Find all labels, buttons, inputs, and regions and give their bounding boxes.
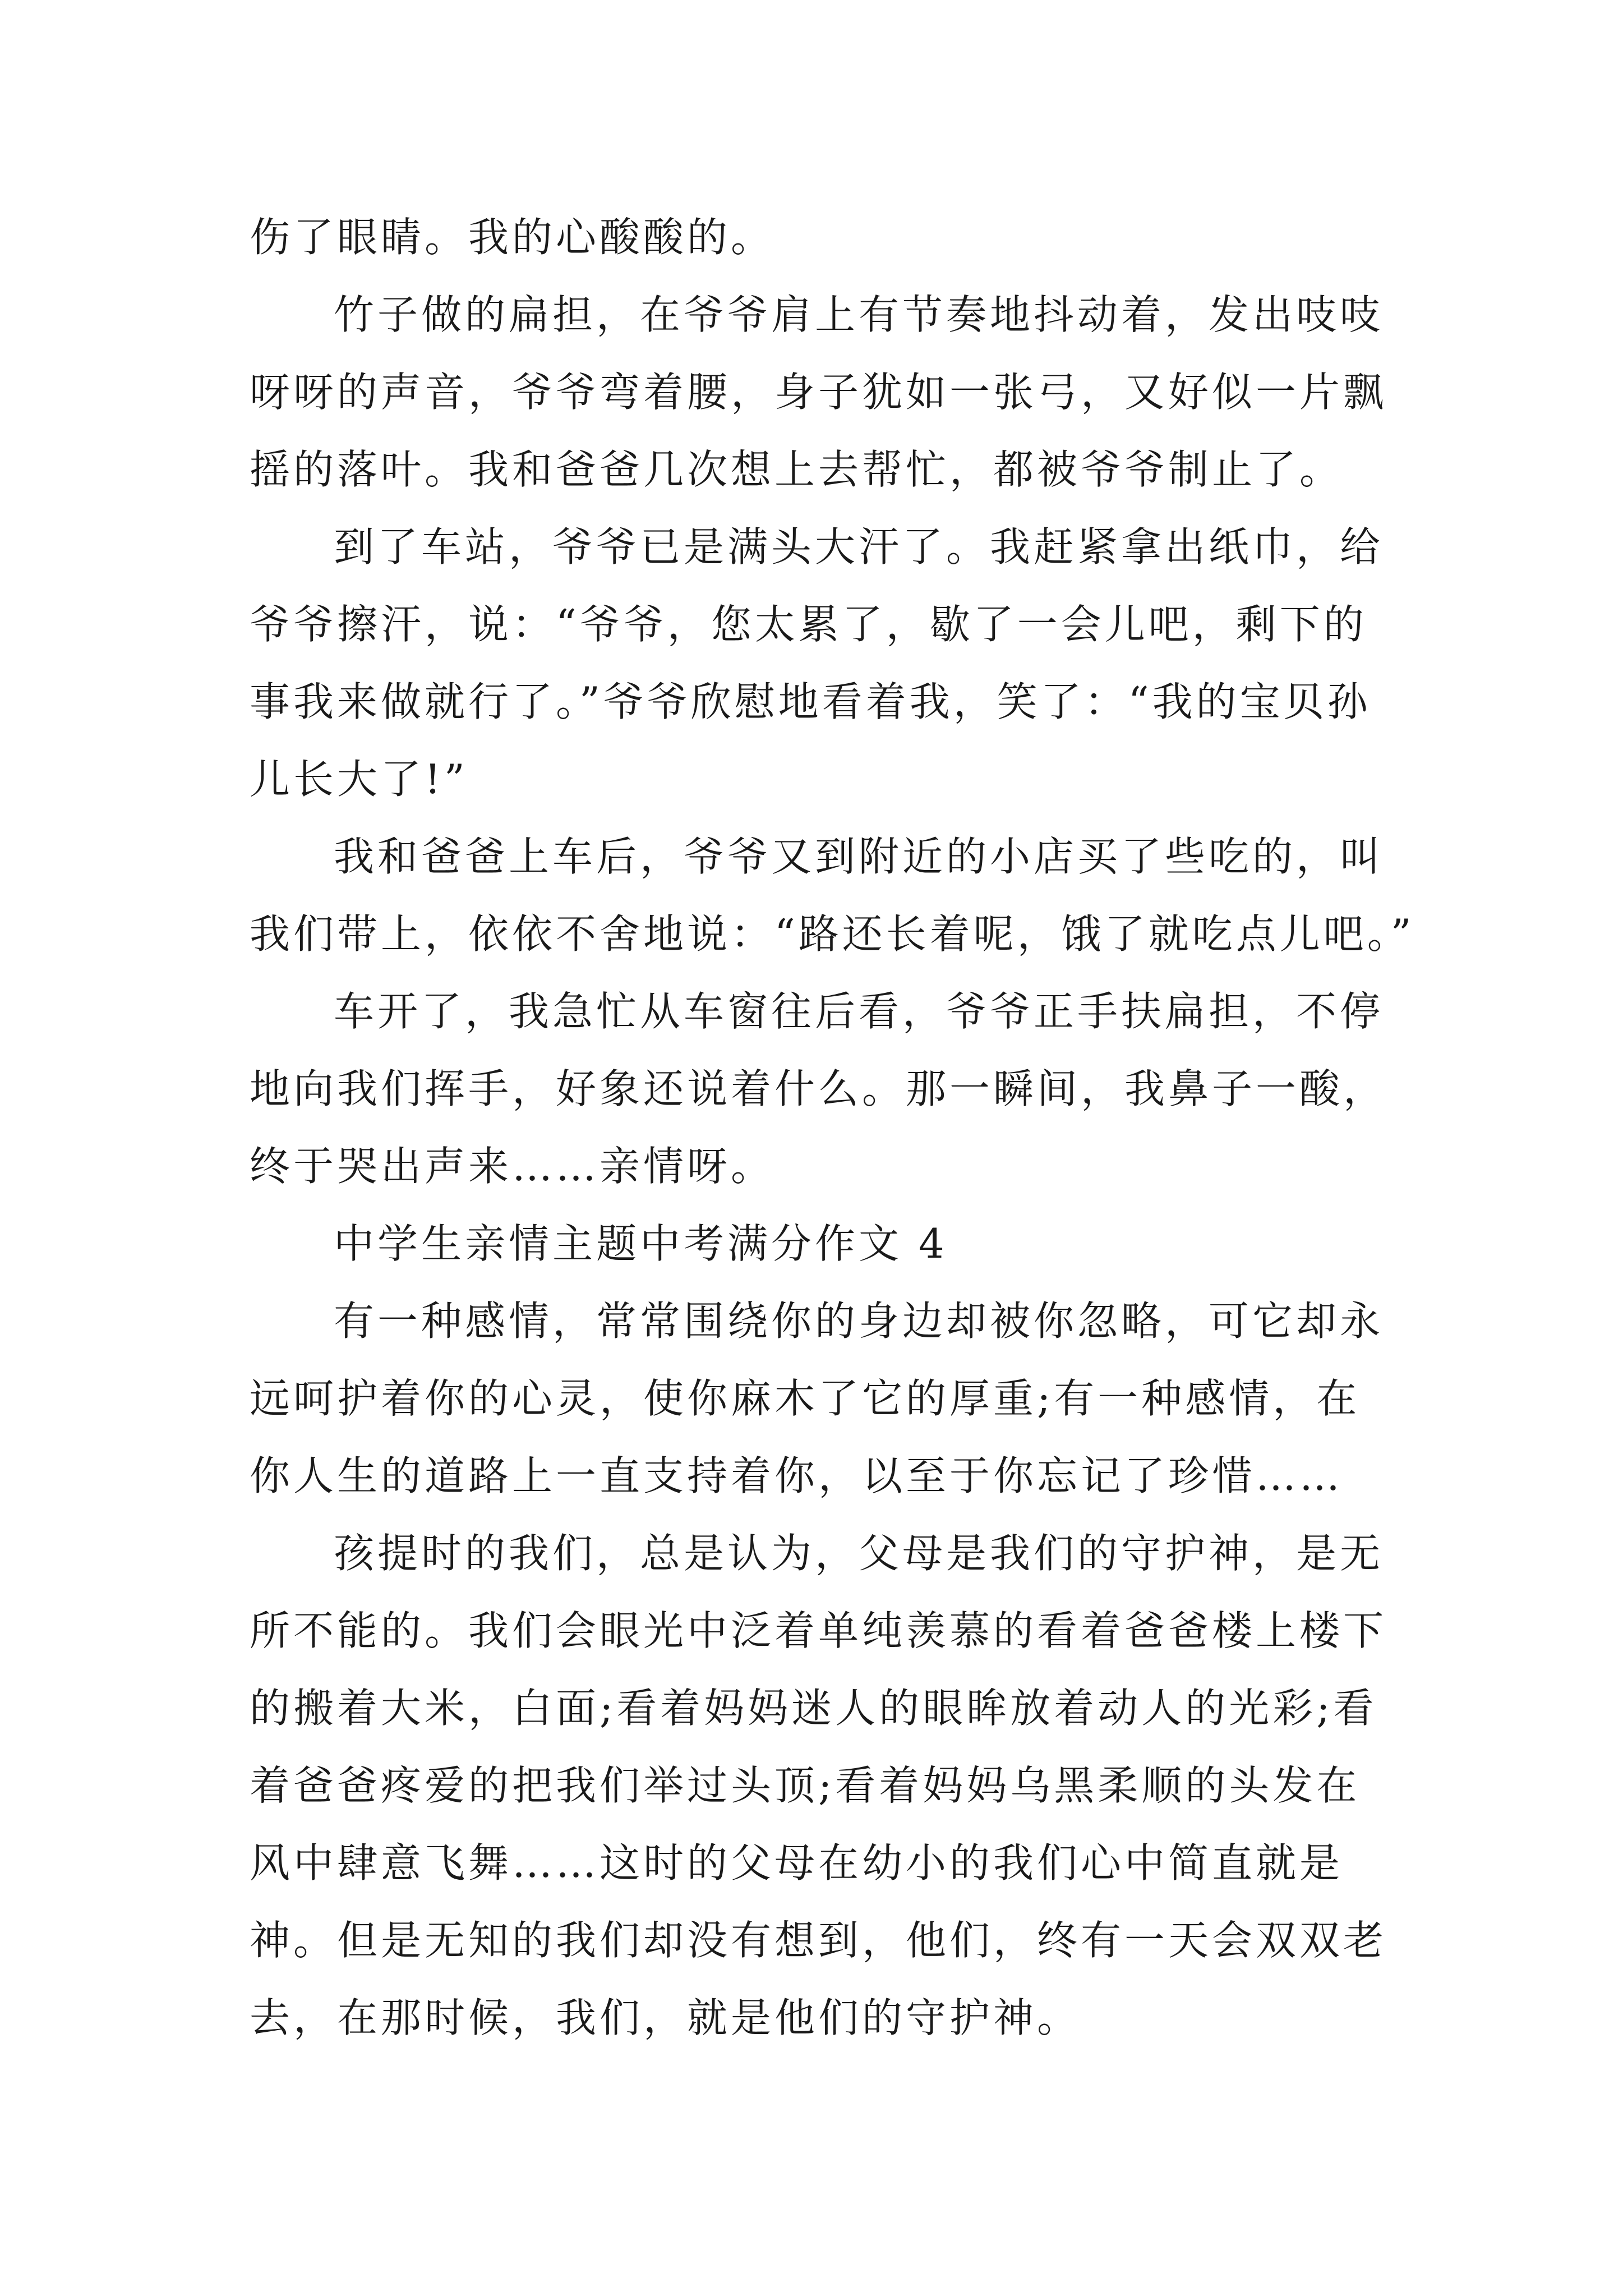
text-line-12: 地向我们挥手，好象还说着什么。那一瞬间，我鼻子一酸， (250, 1065, 1387, 1112)
text-line-15: 有一种感情，常常围绕你的身边却被你忽略，可它却永 (334, 1297, 1384, 1345)
text-line-1: 伤了眼睛。我的心酸酸的。 (250, 214, 775, 261)
text-line-8: 儿长大了!” (250, 756, 468, 803)
text-line-5: 到了车站，爷爷已是满头大汗了。我赶紧拿出纸巾，给 (334, 523, 1384, 570)
text-line-13: 终于哭出声来……亲情呀。 (250, 1143, 775, 1190)
section-heading: 中学生亲情主题中考满分作文 4 (334, 1220, 948, 1267)
text-line-3: 呀呀的声音，爷爷弯着腰，身子犹如一张弓，又好似一片飘 (250, 369, 1387, 416)
text-line-23: 神。但是无知的我们却没有想到，他们，终有一天会双双老 (250, 1917, 1387, 1964)
text-line-18: 孩提时的我们，总是认为，父母是我们的守护神，是无 (334, 1530, 1384, 1577)
text-line-22: 风中肆意飞舞……这时的父母在幼小的我们心中简直就是 (250, 1839, 1344, 1887)
text-line-11: 车开了，我急忙从车窗往后看，爷爷正手扶扁担，不停 (334, 988, 1384, 1035)
text-line-4: 摇的落叶。我和爸爸几次想上去帮忙，都被爷爷制止了。 (250, 446, 1344, 493)
text-line-24: 去，在那时候，我们，就是他们的守护神。 (250, 1994, 1081, 2041)
text-line-6: 爷爷擦汗，说：“爷爷，您太累了，歇了一会儿吧，剩下的 (250, 601, 1367, 648)
text-line-10: 我们带上，依依不舍地说：“路还长着呢，饿了就吃点儿吧。” (250, 910, 1415, 958)
text-line-21: 着爸爸疼爱的把我们举过头顶;看着妈妈乌黑柔顺的头发在 (250, 1762, 1361, 1809)
text-line-17: 你人生的道路上一直支持着你，以至于你忘记了珍惜…… (250, 1452, 1344, 1499)
text-line-20: 的搬着大米，白面;看着妈妈迷人的眼眸放着动人的光彩;看 (250, 1685, 1377, 1732)
text-line-2: 竹子做的扁担，在爷爷肩上有节奏地抖动着，发出吱吱 (334, 291, 1384, 338)
text-line-16: 远呵护着你的心灵，使你麻木了它的厚重;有一种感情，在 (250, 1375, 1361, 1422)
text-line-7: 事我来做就行了。”爷爷欣慰地看着我，笑了：“我的宝贝孙 (250, 678, 1371, 725)
text-line-9: 我和爸爸上车后，爷爷又到附近的小店买了些吃的，叫 (334, 833, 1384, 880)
text-line-19: 所不能的。我们会眼光中泛着单纯羡慕的看着爸爸楼上楼下 (250, 1607, 1387, 1654)
